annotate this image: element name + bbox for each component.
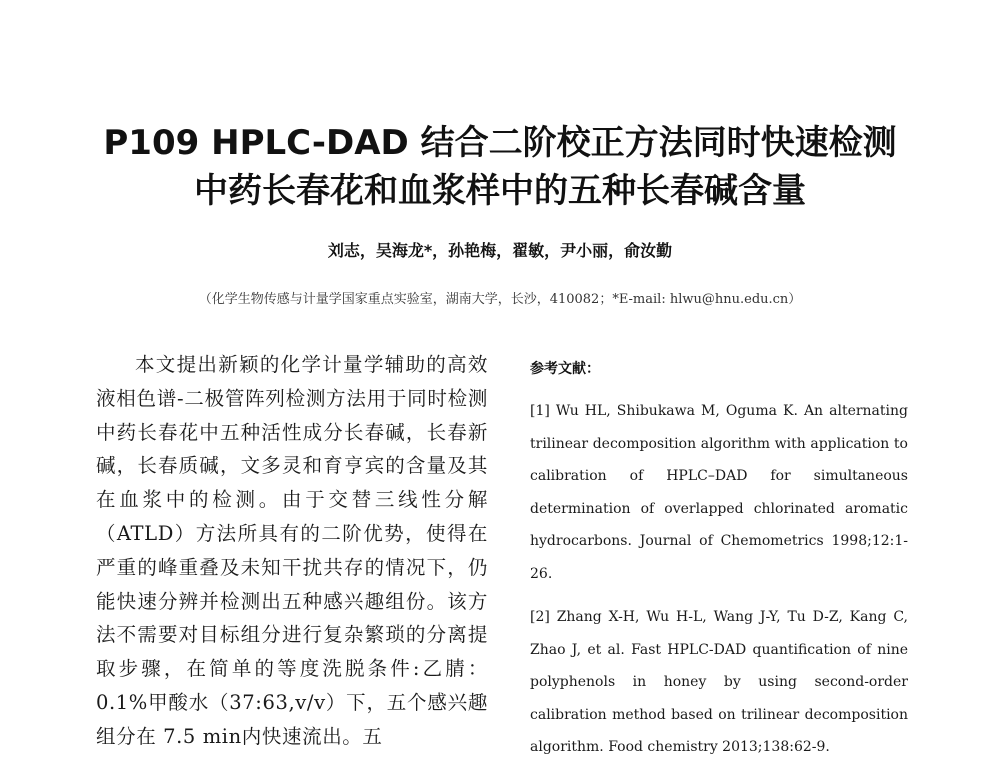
reference-item-1: [1] Wu HL, Shibukawa M, Oguma K. An alternating trilinear decomposition algorithm with application to calibration of HPLC–DAD for simultaneous determination of overlapped chlorinated aromatic hydrocarbons. Journal of Chemometrics 1998;12:1-26. — [530, 403, 908, 582]
affiliation: （化学生物传感与计量学国家重点实验室，湖南大学，长沙，410082；*E-mail: hlwu@hnu.edu.cn） — [198, 292, 802, 307]
reference-list — [530, 395, 908, 775]
abstract-text: 本文提出新颖的化学计量学辅助的高效液相色谱-二极管阵列检测方法用于同时检测中药长春花中五种活性成分长春碱，长春新碱，长春质碱，文多灵和育亨宾的含量及其在血浆中的检测。由于交替三线性分解（ATLD）方法所具有的二阶优势，使得在严重的峰重叠及未知干扰共存的情况下，仍能快速分辨并检测出五种感兴趣组份。该方法不需要对目标组分进行复杂繁琐的分离提取步骤，在简单的等度洗脱条件:乙腈：0.1%甲酸水（37:63,v/v）下，五个感兴趣组分在 7.5 min内快速流出。五 — [96, 353, 488, 748]
reference-item-2: [2] Zhang X-H, Wu H-L, Wang J-Y, Tu D-Z, Kang C, Zhao J, et al. Fast HPLC-DAD quantification of nine polyphenols in honey by using second-order calibration method based on trilinear decomposition algorithm. Food chemistry 2013;138:62-9. — [530, 609, 908, 755]
title-line-1: P109 HPLC-DAD 结合二阶校正方法同时快速检测 — [103, 123, 897, 163]
title-line-2: 中药长春花和血浆样中的五种长春碱含量 — [194, 171, 806, 211]
authors: 刘志，吴海龙*，孙艳梅，翟敏，尹小丽，俞汝勤 — [327, 241, 673, 260]
references-heading: 参考文献： — [530, 361, 600, 377]
